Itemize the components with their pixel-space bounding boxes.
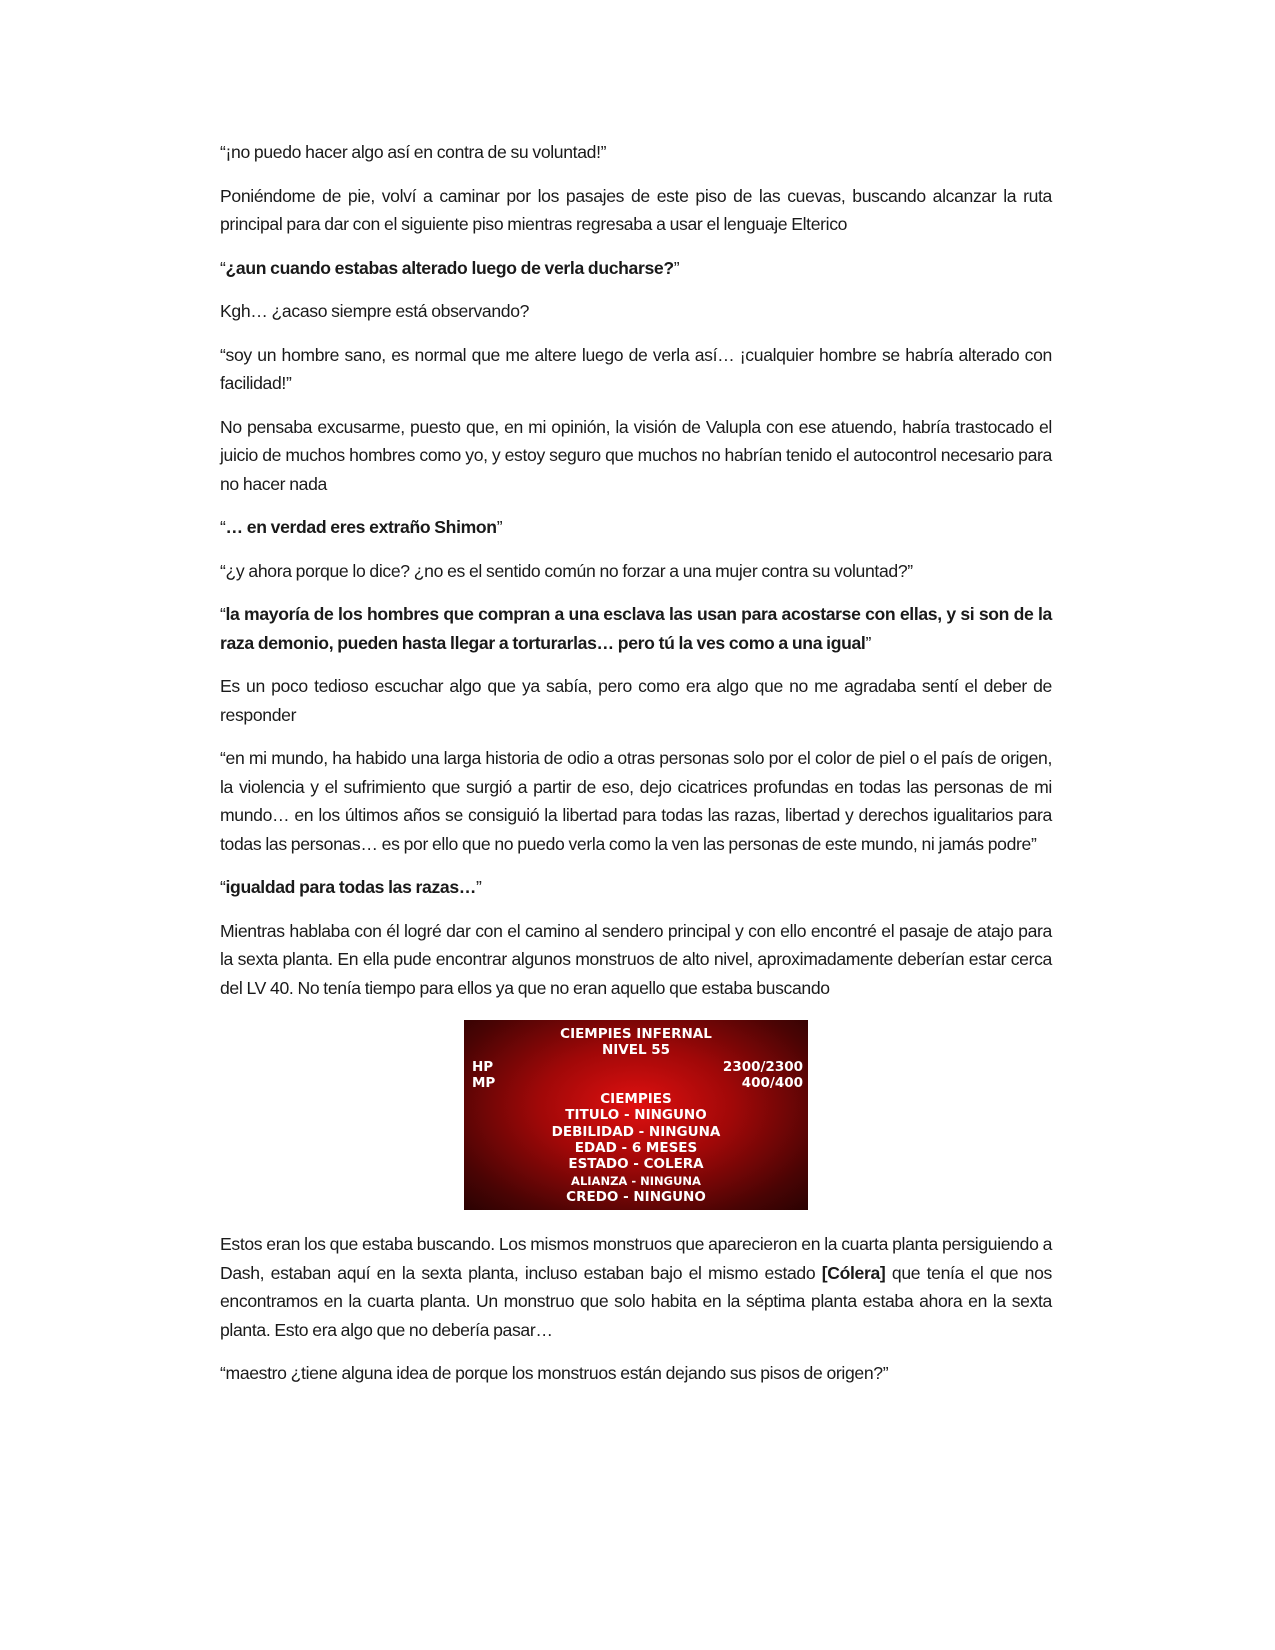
hp-row xyxy=(464,1059,808,1075)
monster-race: CIEMPIES xyxy=(600,1091,672,1108)
monster-creed: CREDO - NINGUNO xyxy=(566,1188,706,1205)
hp-value: 2300/2300 xyxy=(722,1058,803,1075)
mp-label: MP xyxy=(472,1074,496,1091)
paragraph: “¿y ahora porque lo dice? ¿no es el sentido común no forzar a una mujer contra su voluntad?” xyxy=(220,560,913,581)
paragraph: “en mi mundo, ha habido una larga historia de odio a otras personas solo por el color de piel o el país de origen, la violencia y el sufrimiento que surgió a partir de eso, dejo cicatrices profundas en todas las personas de mi mundo… en los últimos años se consiguió la libertad para todas las razas, libertad y derechos igualitarios para todas las personas… es por ello que no puedo verla como la ven las personas de este mundo, ni jamás podre” xyxy=(220,748,1052,854)
quote-close: ” xyxy=(476,877,482,897)
bold-dialogue: ¿aun cuando estabas alterado luego de verla ducharse? xyxy=(225,257,674,278)
bold-status-term: [Cólera] xyxy=(821,1262,886,1283)
monster-status-card xyxy=(464,1020,808,1210)
monster-state: ESTADO - COLERA xyxy=(568,1156,704,1173)
paragraph xyxy=(220,1230,1052,1344)
hp-label: HP xyxy=(472,1058,494,1075)
quote-open: “ xyxy=(220,604,226,624)
paragraph: “¡no puedo hacer algo así en contra de su voluntad!” xyxy=(220,142,607,162)
quote-close: ” xyxy=(673,257,680,278)
monster-alliance: ALIANZA - NINGUNA xyxy=(571,1173,701,1188)
bold-dialogue: la mayoría de los hombres que compran a una esclava las usan para acostarse con ellas, y si son de la raza demonio, pueden hasta llegar a torturarlas… pero tú la ves como a una igual xyxy=(220,604,1052,653)
bold-dialogue: igualdad para todas las razas… xyxy=(225,877,477,897)
paragraph xyxy=(220,254,1052,283)
paragraph: “soy un hombre sano, es normal que me altere luego de verla así… ¡cualquier hombre se habría alterado con facilidad!” xyxy=(220,344,1052,393)
paragraph: Kgh… ¿acaso siempre está observando? xyxy=(220,301,530,321)
bold-dialogue: … en verdad eres extraño Shimon xyxy=(225,517,497,537)
paragraph: Es un poco tedioso escuchar algo que ya sabía, pero como era algo que no me agradaba sentí el deber de responder xyxy=(220,676,1052,725)
paragraph: No pensaba excusarme, puesto que, en mi opinión, la visión de Valupla con ese atuendo, habría trastocado el juicio de muchos hombres como yo, y estoy seguro que muchos no habrían tenido el autocontrol necesario para no hacer nada xyxy=(220,416,1052,494)
monster-name: CIEMPIES INFERNAL xyxy=(560,1026,712,1042)
paragraph xyxy=(220,513,1052,542)
text-segment: que tenía el que nos encontramos en la cuarta planta. Un monstruo que solo habita en la séptima planta estaba ahora en la sexta planta. Esto era algo que no debería pasar… xyxy=(220,1262,1052,1340)
document-page xyxy=(220,138,1052,1403)
quote-close: ” xyxy=(496,517,503,537)
paragraph: “maestro ¿tiene alguna idea de porque los monstruos están dejando sus pisos de origen?” xyxy=(220,1363,889,1383)
mp-value: 400/400 xyxy=(741,1074,803,1091)
monster-weakness: DEBILIDAD - NINGUNA xyxy=(551,1123,721,1140)
paragraph xyxy=(220,600,1052,657)
monster-age: EDAD - 6 MESES xyxy=(574,1140,698,1157)
monster-level: NIVEL 55 xyxy=(601,1042,671,1059)
text-segment: Estos eran los que estaba buscando. Los mismos monstruos que aparecieron en la cuarta planta persiguiendo a Dash, estaban aquí en la sexta planta, incluso estaban bajo el mismo estado xyxy=(220,1234,1052,1283)
quote-open: “ xyxy=(220,517,226,537)
quote-open: “ xyxy=(220,257,226,278)
quote-close: ” xyxy=(865,632,871,653)
monster-title: TITULO - NINGUNO xyxy=(565,1107,707,1124)
paragraph: Poniéndome de pie, volví a caminar por los pasajes de este piso de las cuevas, buscando alcanzar la ruta principal para dar con el siguiente piso mientras regresaba a usar el lenguaje Elterico xyxy=(220,185,1052,234)
quote-open: “ xyxy=(220,877,226,897)
mp-row xyxy=(464,1075,808,1091)
paragraph: Mientras hablaba con él logré dar con el camino al sendero principal y con ello encontré el pasaje de atajo para la sexta planta. En ella pude encontrar algunos monstruos de alto nivel, aproximadamente deberían estar cerca del LV 40. No tenía tiempo para ellos ya que no eran aquello que estaba buscando xyxy=(220,920,1052,998)
paragraph xyxy=(220,873,1052,902)
